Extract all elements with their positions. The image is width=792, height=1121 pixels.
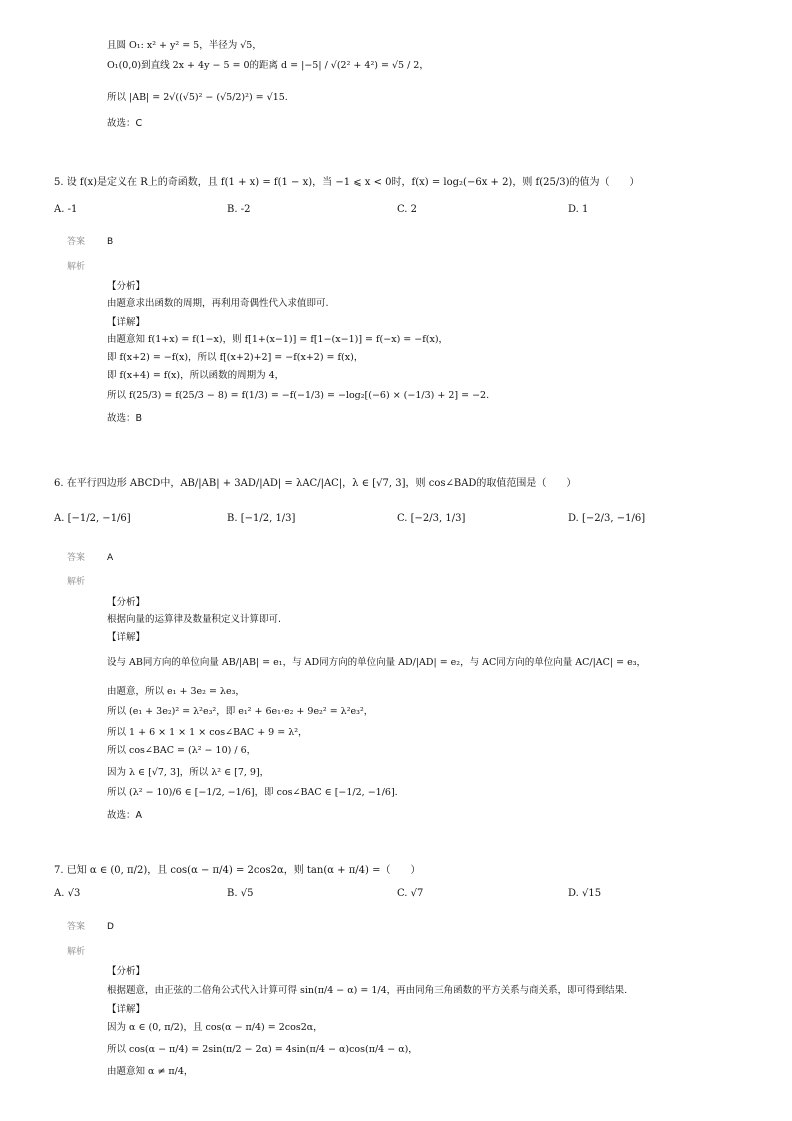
q6-step-3: 所以 (e₁ + 3e₂)² = λ²e₃²，即 e₁² + 6e₁·e₂ + 9e₂² = λ²e₃²， bbox=[107, 706, 374, 717]
q5-answer-label: 答案 bbox=[67, 237, 86, 247]
q7-analysis-text: 根据题意，由正弦的二倍角公式代入计算可得 sin(π/4 − α) = 1/4，再由同角三角函数的平方关系与商关系，即可得到结果. bbox=[107, 985, 628, 996]
q6-option-c: C. [−2/3, 1/3] bbox=[397, 513, 466, 524]
q6-option-d: D. [−2/3, −1/6] bbox=[568, 513, 646, 524]
q5-option-d: D. 1 bbox=[568, 204, 589, 215]
q5-step-5: 故选：B bbox=[107, 413, 143, 424]
q7-option-c: C. √7 bbox=[397, 888, 424, 899]
q6-analysis-label: 解析 bbox=[67, 577, 86, 587]
q7-detail-title: 【详解】 bbox=[107, 1004, 146, 1015]
q7-step-3: 由题意知 α ≠ π/4， bbox=[107, 1066, 194, 1077]
q6-step-4: 所以 1 + 6 × 1 × 1 × cos∠BAC + 9 = λ²， bbox=[107, 727, 308, 738]
q6-step-1: 设与 AB同方向的单位向量 AB/|AB| = e₁，与 AD同方向的单位向量 AD/|AD| = e₂，与 AC同方向的单位向量 AC/|AC| = e₃， bbox=[107, 657, 647, 668]
q7-analysis-label: 解析 bbox=[67, 947, 86, 957]
q5-option-a: A. -1 bbox=[54, 204, 78, 215]
q6-stem: 6. 在平行四边形 ABCD中，AB/|AB| + 3AD/|AD| = λAC/|AC|，λ ∈ [√7, 3]，则 cos∠BAD的取值范围是（ ） bbox=[54, 478, 577, 489]
top-line-1: 且圆 O₁: x² + y² = 5，半径为 √5， bbox=[107, 40, 262, 51]
q5-analysis-text: 由题意求出函数的周期，再利用奇偶性代入求值即可. bbox=[107, 298, 329, 309]
q6-answer: A bbox=[107, 553, 114, 563]
q6-analysis-text: 根据向量的运算律及数量积定义计算即可. bbox=[107, 614, 282, 625]
q6-answer-label: 答案 bbox=[67, 553, 86, 563]
q6-step-8: 故选：A bbox=[107, 810, 142, 821]
q7-step-1: 因为 α ∈ (0, π/2)，且 cos(α − π/4) = 2cos2α， bbox=[107, 1022, 323, 1033]
q7-analysis-title: 【分析】 bbox=[107, 966, 146, 977]
q5-step-2: 即 f(x+2) = −f(x)，所以 f[(x+2)+2] = −f(x+2) = f(x)， bbox=[107, 352, 364, 363]
q5-option-b: B. -2 bbox=[227, 204, 251, 215]
q7-stem: 7. 已知 α ∈ (0, π/2)，且 cos(α − π/4) = 2cos2α，则 tan(α + π/4) =（ ） bbox=[54, 865, 421, 876]
q6-detail-title: 【详解】 bbox=[107, 632, 146, 643]
q7-option-d: D. √15 bbox=[568, 888, 602, 899]
q7-step-2: 所以 cos(α − π/4) = 2sin(π/2 − 2α) = 4sin(π/4 − α)cos(π/4 − α)， bbox=[107, 1044, 418, 1055]
q5-step-1: 由题意知 f(1+x) = f(1−x)，则 f[1+(x−1)] = f[1−(x−1)] = f(−x) = −f(x)， bbox=[107, 334, 449, 345]
q6-option-b: B. [−1/2, 1/3] bbox=[227, 513, 296, 524]
q5-stem: 5. 设 f(x)是定义在 R上的奇函数，且 f(1 + x) = f(1 − x)，当 −1 ⩽ x < 0时，f(x) = log₂(−6x + 2)，则 f(25/3)的值为（ ） bbox=[54, 177, 640, 188]
q6-step-7: 所以 (λ² − 10)/6 ∈ [−1/2, −1/6]，即 cos∠BAC ∈ [−1/2, −1/6]. bbox=[107, 787, 398, 798]
q7-answer-label: 答案 bbox=[67, 922, 86, 932]
q6-step-6: 因为 λ ∈ [√7, 3]，所以 λ² ∈ [7, 9]， bbox=[107, 767, 270, 778]
q5-analysis-label: 解析 bbox=[67, 262, 86, 272]
top-line-2: O₁(0,0)到直线 2x + 4y − 5 = 0的距离 d = |−5| / √(2² + 4²) = √5 / 2， bbox=[107, 60, 429, 71]
q5-answer: B bbox=[107, 237, 114, 247]
q6-step-2: 由题意，所以 e₁ + 3e₂ = λe₃， bbox=[107, 686, 245, 697]
q6-option-a: A. [−1/2, −1/6] bbox=[54, 513, 131, 524]
q7-option-b: B. √5 bbox=[227, 888, 254, 899]
q5-option-c: C. 2 bbox=[397, 204, 418, 215]
q6-step-5: 所以 cos∠BAC = (λ² − 10) / 6， bbox=[107, 745, 257, 756]
q7-option-a: A. √3 bbox=[54, 888, 81, 899]
q6-analysis-title: 【分析】 bbox=[107, 597, 146, 608]
q5-step-3: 即 f(x+4) = f(x)，所以函数的周期为 4， bbox=[107, 370, 285, 381]
q5-step-4: 所以 f(25/3) = f(25/3 − 8) = f(1/3) = −f(−1/3) = −log₂[(−6) × (−1/3) + 2] = −2. bbox=[107, 390, 490, 401]
q5-analysis-title: 【分析】 bbox=[107, 281, 146, 292]
q7-answer: D bbox=[107, 922, 114, 932]
top-line-3: 所以 |AB| = 2√((√5)² − (√5/2)²) = √15. bbox=[107, 92, 288, 103]
q5-detail-title: 【详解】 bbox=[107, 317, 146, 328]
top-line-4: 故选：C bbox=[107, 118, 143, 129]
